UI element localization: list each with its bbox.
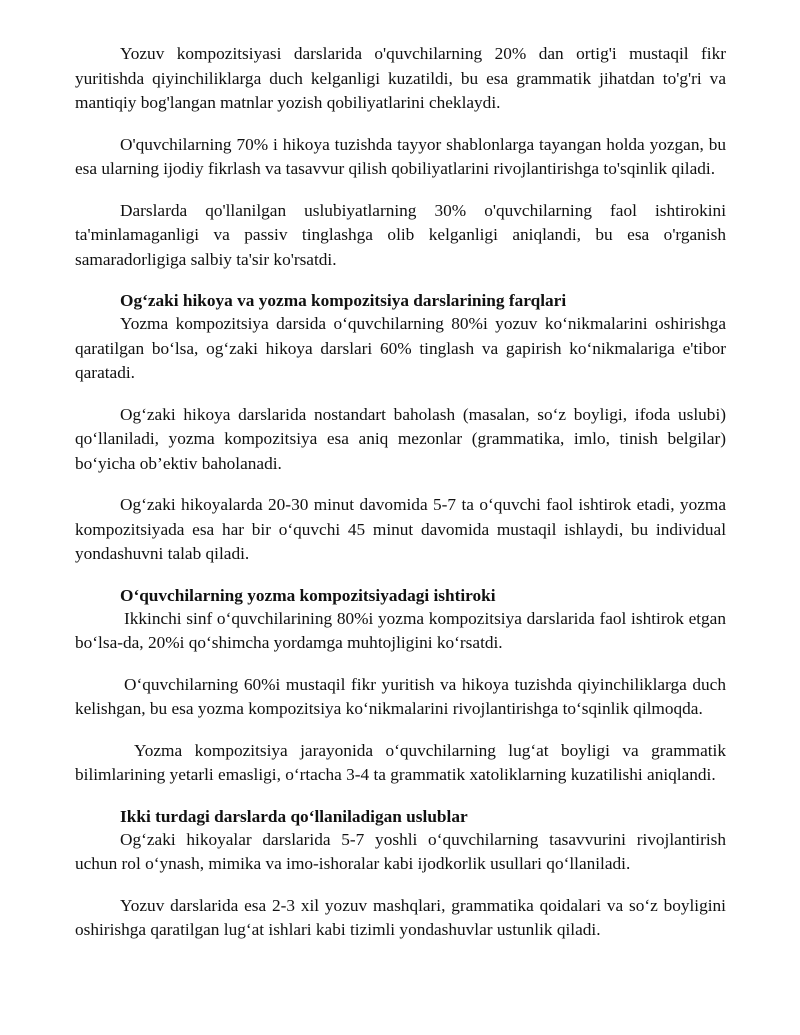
section-heading: Og‘zaki hikoya va yozma kompozitsiya darslarining farqlari: [120, 291, 567, 310]
document-page: [75, 42, 726, 960]
section-heading: O‘quvchilarning yozma kompozitsiyadagi ishtiroki: [120, 585, 496, 605]
paragraph: Yozma kompozitsiya darsida o‘quvchilarning 80%i yozuv ko‘nikmalarini oshirishga qaratilgan bo‘lsa, og‘zaki hikoya darslari 60% tinglash va gapirish ko‘nikmalariga e'tibor qaratadi.: [75, 314, 726, 382]
paragraph: Yozuv darslarida esa 2-3 xil yozuv mashqlari, grammatika qoidalari va so‘z boyligini oshirishga qaratilgan lug‘at ishlari kabi tizimli yondashuvlar ustunlik qiladi.: [75, 895, 726, 939]
paragraph: O'quvchilarning 70% i hikoya tuzishda tayyor shablonlarga tayangan holda yozgan, bu esa ularning ijodiy fikrlash va tasavvur qilish qobiliyatlarini rivojlantirishga to'sqinlik qiladi.: [75, 134, 726, 178]
paragraph: Ikkinchi sinf o‘quvchilarining 80%i yozma kompozitsiya darslarida faol ishtirok etgan bo‘lsa-da, 20%i qo‘shimcha yordamga muhtojligini ko‘rsatdi.: [75, 608, 726, 652]
paragraph: O‘quvchilarning 60%i mustaqil fikr yuritish va hikoya tuzishda qiyinchiliklarga duch kelishgan, bu esa yozma kompozitsiya ko‘nikmalarini rivojlantirishga to‘sqinlik qilmoqda.: [75, 674, 726, 718]
paragraph: Yozuv kompozitsiyasi darslarida o'quvchilarning 20% dan ortig'i mustaqil fikr yuritishda qiyinchiliklarga duch kelganligi kuzatildi, bu esa grammatik jihatdan to'g'ri va mantiqiy bog'langan matnlar yozish qobiliyatlarini cheklaydi.: [75, 44, 726, 112]
section-heading: Ikki turdagi darslarda qo‘llaniladigan uslublar: [120, 806, 468, 826]
paragraph: Yozma kompozitsiya jarayonida o‘quvchilarning lug‘at boyligi va grammatik bilimlarining yetarli emasligi, o‘rtacha 3-4 ta grammatik xatoliklarning kuzatilishi aniqlandi.: [75, 740, 726, 784]
paragraph: Og‘zaki hikoyalarda 20-30 minut davomida 5-7 ta o‘quvchi faol ishtirok etadi, yozma kompozitsiyada esa har bir o‘quvchi 45 minut davomida mustaqil ishlaydi, bu individual yondashuvni talab qiladi.: [75, 495, 726, 563]
paragraph: Og‘zaki hikoyalar darslarida 5-7 yoshli o‘quvchilarning tasavvurini rivojlantirish uchun rol o‘ynash, mimika va imo-ishoralar kabi ijodkorlik usullari qo‘llaniladi.: [75, 829, 726, 873]
paragraph: Og‘zaki hikoya darslarida nostandart baholash (masalan, so‘z boyligi, ifoda uslubi) qo‘llaniladi, yozma kompozitsiya esa aniq mezonlar (grammatika, imlo, tinish belgilar) bo‘yicha ob’ektiv baholanadi.: [75, 404, 726, 473]
paragraph: Darslarda qo'llanilgan uslubiyatlarning 30% o'quvchilarning faol ishtirokini ta'minlamaganligi va passiv tinglashga olib kelganligi aniqlandi, bu esa o'rganish samaradorligiga salbiy ta'sir ko'rsatdi.: [75, 200, 726, 269]
